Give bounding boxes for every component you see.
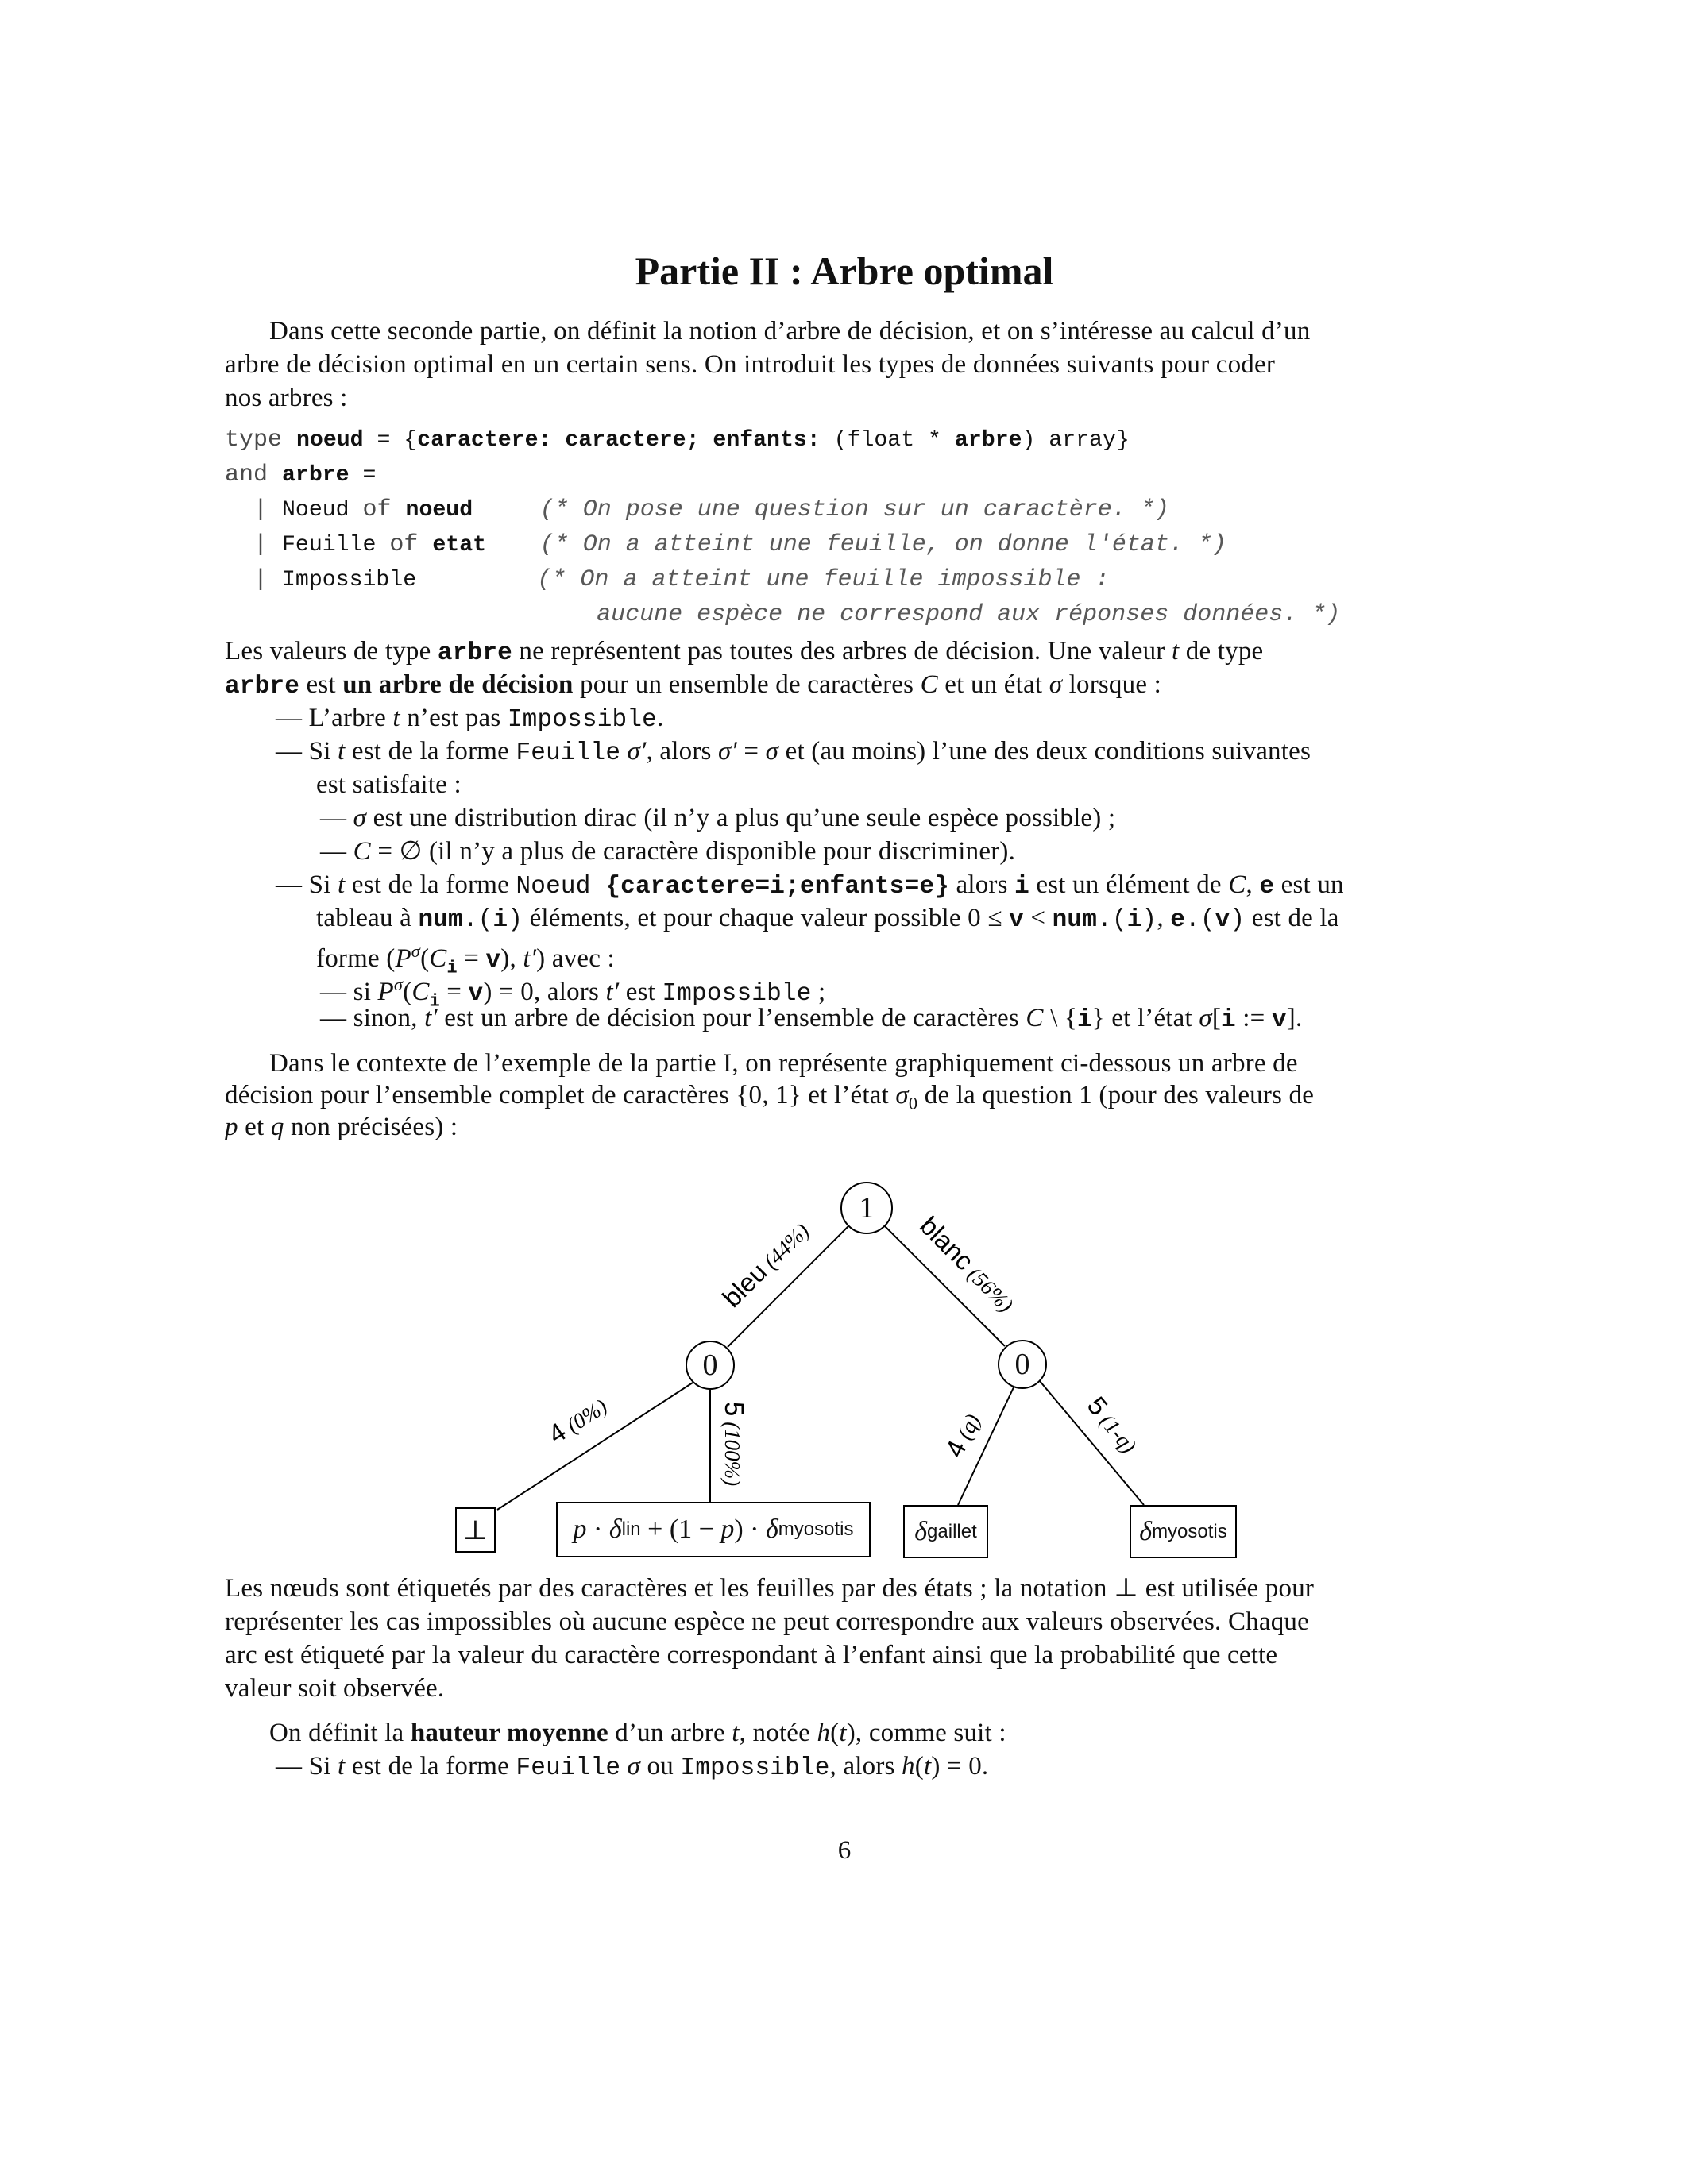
edge-label-probability: (56%) bbox=[963, 1262, 1018, 1318]
list-item-3a: — Si t est de la forme Noeud {caractere=i;enfants=e} alors i est un élément de C, e est un bbox=[276, 870, 1344, 901]
tree-leaf-lin-myosotis-mix: p · δ lin + (1 − p ) · δ myosotis bbox=[556, 1502, 871, 1557]
edge-label-value: 4 bbox=[939, 1435, 972, 1462]
edge-label-probability: (100%) bbox=[720, 1422, 744, 1487]
para5-line1: On définit la hauteur moyenne d’un arbre t, notée h(t), comme suit : bbox=[269, 1719, 1006, 1747]
para3-line3: p et q non précisées) : bbox=[225, 1113, 458, 1141]
edge-label-value: 5 bbox=[1081, 1391, 1114, 1422]
page-title: Partie II : Arbre optimal bbox=[635, 249, 1054, 293]
para1-line3: nos arbres : bbox=[225, 384, 348, 412]
para4-line4: valeur soit observée. bbox=[225, 1674, 445, 1703]
list-item-2b: est satisfaite : bbox=[316, 770, 462, 799]
para5-item-1: — Si t est de la forme Feuille σ ou Impossible, alors h(t) = 0. bbox=[276, 1752, 989, 1782]
para4-line3: arc est étiqueté par la valeur du caractère correspondant à l’enfant ainsi que la probabilité que cette bbox=[225, 1641, 1278, 1669]
page-number: 6 bbox=[837, 1836, 852, 1865]
list-item-2a: — Si t est de la forme Feuille σ′, alors σ′ = σ et (au moins) l’une des deux conditions suivantes bbox=[276, 737, 1311, 767]
tree-leaf-gaillet: δ gaillet bbox=[903, 1505, 988, 1558]
edge-label-5-100pct bbox=[719, 1402, 749, 1486]
edge-label-probability: (0%) bbox=[562, 1394, 612, 1438]
tree-leaf-myosotis: δ myosotis bbox=[1130, 1505, 1237, 1558]
sublist-item-3: — si $P^\sigma(C_i = v) = 0$, alors t′ est Impossible ; bbox=[320, 974, 826, 1012]
para2-line2: arbre est un arbre de décision pour un ensemble de caractères C et un état σ lorsque : bbox=[225, 670, 1161, 700]
para2-line1: Les valeurs de type arbre ne représentent pas toutes des arbres de décision. Une valeur t de type bbox=[225, 637, 1264, 667]
tree-node-left-0: 0 bbox=[686, 1341, 735, 1390]
tree-leaf-impossible: ⊥ bbox=[455, 1507, 496, 1553]
code-line-1: type noeud = {caractere: caractere; enfants: (float * arbre) array} bbox=[225, 426, 1130, 453]
code-line-4: | Feuille of etat (* On a atteint une feuille, on donne l'état. *) bbox=[225, 531, 1226, 558]
list-item-1: — L’arbre t n’est pas Impossible. bbox=[276, 704, 664, 734]
list-item-3b: tableau à num.(i) éléments, et pour chaque valeur possible 0 ≤ v < num.(i), e.(v) est de la bbox=[316, 904, 1339, 934]
sublist-item-1: — σ est une distribution dirac (il n’y a plus qu’une seule espèce possible) ; bbox=[320, 804, 1116, 832]
sublist-item-2: — C = ∅ (il n’y a plus de caractère disponible pour discriminer). bbox=[320, 837, 1016, 866]
edge-label-probability: (1-q) bbox=[1095, 1409, 1141, 1458]
edge-label-value: 4 bbox=[543, 1416, 571, 1449]
code-line-5: | Impossible (* On a atteint une feuille impossible : bbox=[225, 566, 1110, 593]
para4-line2: représenter les cas impossibles où aucune espèce ne peut correspondre aux valeurs observées. Chaque bbox=[225, 1607, 1309, 1636]
para3-line1: Dans le contexte de l’exemple de la partie I, on représente graphiquement ci-dessous un arbre de bbox=[269, 1049, 1298, 1078]
edge-label-value: 5 bbox=[720, 1401, 749, 1417]
edge-label-value: blanc bbox=[914, 1210, 979, 1276]
list-item-3c: forme ($P^\sigma(C_i = v)$, t′) avec : bbox=[316, 941, 615, 978]
tree-node-right-0: 0 bbox=[998, 1340, 1047, 1389]
edge-label-probability: (q) bbox=[952, 1410, 985, 1444]
code-line-2: and arbre = bbox=[225, 461, 377, 488]
para3-line2: décision pour l’ensemble complet de caractères {0, 1} et l’état $\sigma_0$ de la question 1 (pour des valeurs de bbox=[225, 1081, 1315, 1113]
edge-label-value: bleu bbox=[717, 1256, 773, 1314]
code-line-3: | Noeud of noeud (* On pose une question sur un caractère. *) bbox=[225, 496, 1169, 523]
para1-line2: arbre de décision optimal en un certain sens. On introduit les types de données suivants pour coder bbox=[225, 350, 1276, 379]
edge-label-probability: (44%) bbox=[759, 1218, 814, 1274]
code-line-6: aucune espèce ne correspond aux réponses données. *) bbox=[225, 601, 1341, 628]
sublist-item-4: — sinon, t′ est un arbre de décision pour l’ensemble de caractères C \ {i} et l’état σ[i := v]. bbox=[320, 1004, 1303, 1034]
para4-line1: Les nœuds sont étiquetés par des caractères et les feuilles par des états ; la notation ⊥ est utilisée pour bbox=[225, 1574, 1315, 1603]
tree-node-root-1: 1 bbox=[840, 1182, 893, 1234]
para1-line1: Dans cette seconde partie, on définit la notion d’arbre de décision, et on s’intéresse au calcul d’un bbox=[269, 317, 1311, 345]
